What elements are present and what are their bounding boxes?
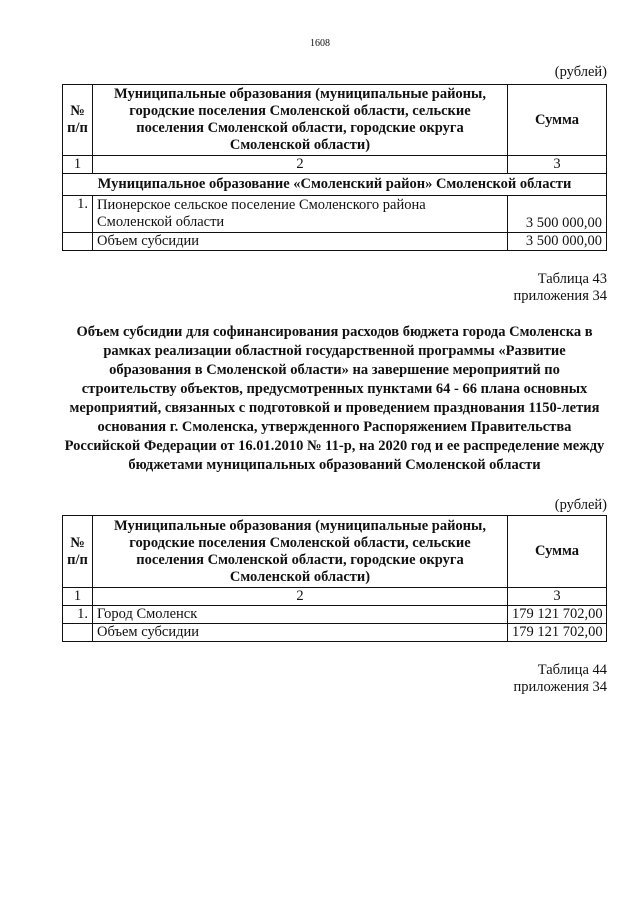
column-number-row — [63, 156, 607, 174]
table-44-caption — [514, 662, 607, 696]
units-label: (рублей) — [554, 64, 607, 80]
total-label: Объем субсидии — [93, 624, 508, 642]
table-43-appendix: приложения 34 — [513, 288, 607, 304]
table-43-title: Объем субсидии для софинансирования расходов бюджета города Смоленска в рамках реализации областной государственной программы «Развитие образования в Смоленской области» на завершение мероприятий по строительству объектов, предусмотренных пунктами 64 - 66 плана основных мероприятий, связанных с подготовкой и проведением празднования 1150-летия основания г. Смоленска, утвержденного Распоряжением Правительства Российской Федерации от 16.01.2010 № 11-р, на 2020 год и ее распределение между бюджетами муниципальных образований Смоленской области — [64, 324, 605, 473]
subsidy-table-smolensk-city — [62, 515, 607, 642]
group-row — [63, 174, 607, 196]
column-number-2: 2 — [93, 156, 508, 174]
column-number-1: 1 — [63, 156, 93, 174]
table-row — [63, 606, 607, 624]
total-row-num — [63, 624, 93, 642]
row-num: 1. — [63, 196, 93, 233]
header-num: № п/п — [63, 85, 93, 156]
header-amount: Сумма — [508, 85, 607, 156]
units-label-2: (рублей) — [554, 497, 607, 513]
page-number: 1608 — [310, 38, 330, 49]
header-amount: Сумма — [508, 516, 607, 588]
header-municipality: Муниципальные образования (муниципальные районы, городские поселения Смоленской области, сельские поселения Смоленской области, городские округа Смоленской области) — [93, 85, 508, 156]
table-44-number: Таблица 44 — [537, 662, 607, 678]
subsidy-table-smolensk-district — [62, 84, 607, 251]
total-row — [63, 624, 607, 642]
header-row — [63, 516, 607, 588]
header-municipality: Муниципальные образования (муниципальные районы, городские поселения Смоленской области, сельские поселения Смоленской области, городские округа Смоленской области) — [93, 516, 508, 588]
total-row — [63, 233, 607, 251]
total-amount: 3 500 000,00 — [508, 233, 607, 251]
header-row — [63, 85, 607, 156]
column-number-3: 3 — [508, 588, 607, 606]
header-num: № п/п — [63, 516, 93, 588]
group-row-label: Муниципальное образование «Смоленский район» Смоленской области — [63, 174, 607, 196]
table-row — [63, 196, 607, 233]
row-municipality: Город Смоленск — [93, 606, 508, 624]
column-number-row — [63, 588, 607, 606]
column-number-2: 2 — [93, 588, 508, 606]
row-municipality: Пионерское сельское поселение Смоленского района Смоленской области — [93, 196, 508, 233]
total-amount: 179 121 702,00 — [508, 624, 607, 642]
total-label: Объем субсидии — [93, 233, 508, 251]
column-number-3: 3 — [508, 156, 607, 174]
row-amount: 3 500 000,00 — [508, 196, 607, 233]
row-amount: 179 121 702,00 — [508, 606, 607, 624]
row-num: 1. — [63, 606, 93, 624]
total-row-num — [63, 233, 93, 251]
table-43-caption — [514, 271, 607, 305]
table-44-appendix: приложения 34 — [513, 679, 607, 695]
column-number-1: 1 — [63, 588, 93, 606]
table-43-number: Таблица 43 — [537, 271, 607, 287]
